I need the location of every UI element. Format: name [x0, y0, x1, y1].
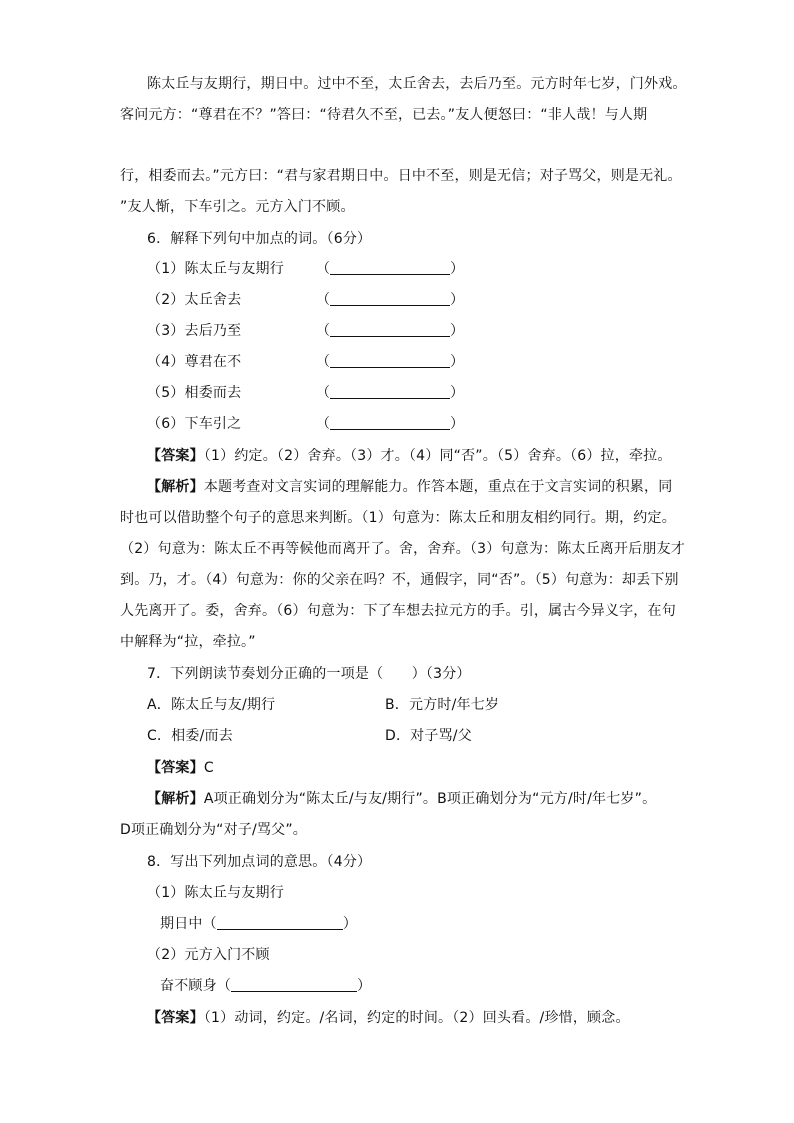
bracket-close: ）	[450, 385, 464, 401]
bracket-close: ）	[450, 354, 464, 370]
q6-item-3: （3）去后乃至	[147, 323, 242, 339]
q6-analysis-line-1	[147, 477, 672, 497]
paren-open: （	[202, 916, 217, 932]
q6-answer-blank-6[interactable]	[316, 414, 464, 434]
q6-answer-blank-4[interactable]	[316, 352, 464, 372]
q8-answer	[147, 1008, 630, 1028]
answer-text: （1）约定。（2）舍弃。（3）才。（4）同“否”。（5）舍弃。（6）拉，牵拉。	[203, 448, 672, 464]
analysis-tag: 【解析】	[147, 791, 204, 807]
q8-answer-blank-2[interactable]	[231, 977, 357, 992]
paren-open: （	[216, 978, 232, 994]
q8-item-1: （1）陈太丘与友期行	[147, 885, 284, 901]
q7-option-d[interactable]: D．对子骂/父	[385, 728, 472, 744]
answer-tag: 【答案】	[147, 1010, 204, 1026]
q7-option-a[interactable]: A．陈太丘与友/期行	[147, 697, 276, 713]
q7-title: 7．下列朗读节奏划分正确的一项是（ ）（3分）	[147, 666, 471, 682]
q8-item-1-answer	[160, 914, 357, 934]
q6-answer-blank-1[interactable]	[316, 259, 464, 279]
passage-line-3: 行，相委而去。”元方曰：“君与家君期日中。日中不至，则是无信；对子骂父，则是无礼。	[120, 168, 682, 184]
bracket-close: ）	[450, 323, 464, 339]
analysis-text: 本题考查对文言实词的理解能力。作答本题，重点在于文言实词的积累，同	[203, 479, 673, 495]
passage-line-4: ”友人惭，下车引之。元方入门不顾。	[120, 199, 355, 215]
q6-analysis-line-6: 中解释为“拉，牵拉。”	[120, 634, 256, 650]
answer-tag: 【答案】	[147, 760, 204, 776]
passage-line-1: 陈太丘与友期行，期日中。过中不至，太丘舍去，去后乃至。元方时年七岁，门外戏。	[147, 76, 687, 92]
q7-analysis-line-1	[147, 789, 656, 809]
q6-analysis-line-2: 时也可以借助整个句子的意思来判断。（1）句意为：陈太丘和朋友相约同行。期，约定。	[120, 510, 676, 526]
bracket-open: （	[316, 385, 330, 401]
paren-close: ）	[357, 978, 372, 994]
q8-item-2-word: 奋不顾身	[160, 978, 217, 994]
q8-item-2-answer	[160, 976, 371, 996]
q6-item-6: （6）下车引之	[147, 416, 242, 432]
analysis-tag: 【解析】	[147, 479, 204, 495]
bracket-open: （	[316, 261, 330, 277]
q6-item-4: （4）尊君在不	[147, 354, 242, 370]
q6-analysis-line-4: 到。乃，才。（4）句意为：你的父亲在吗？不，通假字，同“否”。（5）句意为：却丢下别	[120, 572, 679, 588]
q6-answer	[147, 446, 672, 466]
answer-text: （1）动词，约定。/名词，约定的时间。（2）回头看。/珍惜，顾念。	[203, 1010, 630, 1026]
bracket-close: ）	[450, 261, 464, 277]
analysis-text: A项正确划分为“陈太丘/与友/期行”。B项正确划分为“元方/时/年七岁”。	[203, 791, 657, 807]
q6-title: 6．解释下列句中加点的词。（6分）	[147, 231, 372, 247]
q6-answer-blank-3[interactable]	[316, 321, 464, 341]
q8-item-1-word: 期日中	[160, 916, 203, 932]
q6-analysis-line-3: （2）句意为：陈太丘不再等候他而离开了。舍，舍弃。（3）句意为：陈太丘离开后朋友才	[120, 541, 686, 557]
paren-close: ）	[342, 916, 358, 932]
q6-answer-blank-5[interactable]	[316, 383, 464, 403]
bracket-close: ）	[450, 416, 464, 432]
bracket-open: （	[316, 416, 330, 432]
q6-item-5: （5）相委而去	[147, 385, 242, 401]
q6-item-1: （1）陈太丘与友期行	[147, 261, 284, 277]
q6-item-2: （2）太丘舍去	[147, 292, 242, 308]
q6-analysis-line-5: 人先离开了。委，舍弃。（6）句意为：下了车想去拉元方的手。引，属古今异义字，在句	[120, 603, 676, 619]
answer-tag: 【答案】	[147, 448, 204, 464]
bracket-open: （	[316, 292, 330, 308]
q7-option-b[interactable]: B．元方时/年七岁	[385, 697, 500, 713]
q8-title: 8．写出下列加点词的意思。（4分）	[147, 854, 372, 870]
q8-answer-blank-1[interactable]	[217, 915, 343, 930]
q8-item-2: （2）元方入门不顾	[147, 947, 270, 963]
bracket-open: （	[316, 354, 330, 370]
q6-answer-blank-2[interactable]	[316, 290, 464, 310]
bracket-open: （	[316, 323, 330, 339]
answer-text: C	[203, 760, 214, 776]
q7-analysis-line-2: D项正确划分为“对子/骂父”。	[120, 822, 308, 838]
bracket-close: ）	[450, 292, 464, 308]
passage-line-2: 客问元方：“尊君在不？”答曰：“待君久不至，已去。”友人便怒曰：“非人哉！与人期	[120, 107, 648, 123]
q7-option-c[interactable]: C．相委/而去	[147, 728, 233, 744]
q7-answer	[147, 758, 214, 778]
